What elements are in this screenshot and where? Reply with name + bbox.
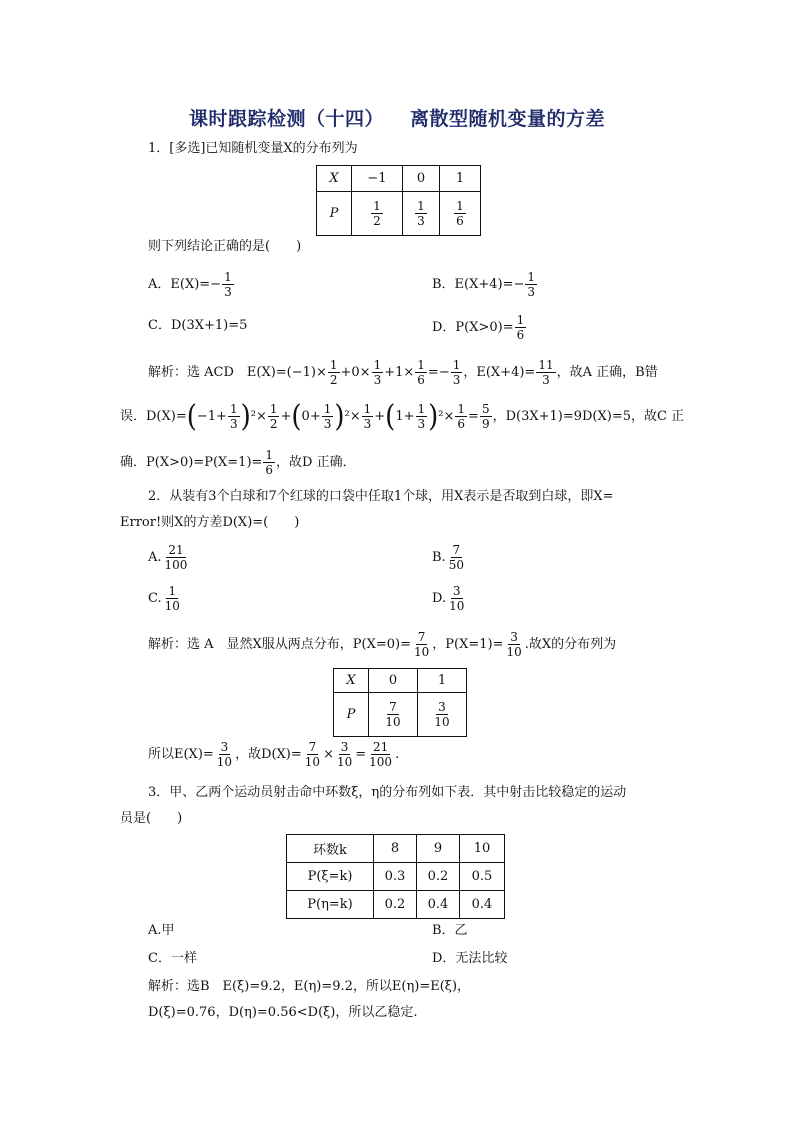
q1-table-cell: $\frac{1}{6}$	[440, 192, 481, 236]
title-part2: 离散型随机变量的方差	[410, 108, 606, 130]
q1-distribution-table	[316, 165, 481, 236]
q3-stem-line1: 3．甲、乙两个运动员射击命中环数ξ，η的分布列如下表．其中射击比较稳定的运动	[148, 785, 627, 800]
q1-table-cell: −1	[352, 166, 403, 192]
q3-stem-line2: 员是( )	[120, 811, 183, 826]
q2-distribution-table	[333, 668, 467, 737]
q2-option-b: B. $\frac{7}{50}$	[432, 543, 464, 572]
q2-table-cell: $\frac{7}{10}$	[369, 693, 418, 737]
q3-table-cell: 环数k	[287, 835, 374, 863]
page-title	[0, 104, 794, 131]
q1-stem: 1．[多选]已知随机变量X的分布列为	[148, 141, 358, 156]
q3-table-cell: 8	[374, 835, 417, 863]
q3-solution-line1: 解析：选B E(ξ)=9.2，E(η)=9.2，所以E(η)=E(ξ)，	[148, 979, 471, 994]
q1-option-d: D．P(X>0)= $\frac{1}{6}$	[432, 313, 525, 342]
q1-table-cell: $\frac{1}{2}$	[352, 192, 403, 236]
q3-option-c: C．一样	[148, 951, 197, 966]
q2-table-cell: 0	[369, 669, 418, 693]
q3-option-a: A.甲	[148, 923, 175, 938]
q3-table-cell: 9	[417, 835, 460, 863]
q2-table-cell: X	[334, 669, 369, 693]
q3-table-cell: 0.2	[417, 863, 460, 891]
q3-table-cell: 0.4	[417, 891, 460, 919]
q3-table-cell: 0.4	[460, 891, 505, 919]
q2-stem-line1: 2．从装有3个白球和7个红球的口袋中任取1个球，用X表示是否取到白球，即X=	[148, 489, 614, 504]
q2-option-d: D. $\frac{3}{10}$	[432, 584, 465, 613]
q3-option-b: B．乙	[432, 923, 468, 938]
q2-option-c: C. $\frac{1}{10}$	[148, 584, 180, 613]
q2-table-cell: 1	[418, 669, 467, 693]
q3-table-cell: P(ξ=k)	[287, 863, 374, 891]
q1-solution-line1: 解析：选 ACD E(X)=(−1)× $\frac{1}{2}$ +0× $\frac{1}{3}$ +1× $\frac{1}{6}$ =− $\frac{1}{3}$ ，E(X+4)= $\frac{11}{3}$ ，故A 正确，B错	[148, 358, 658, 387]
q3-table-cell: P(η=k)	[287, 891, 374, 919]
q2-solution: 解析：选 A 显然X服从两点分布，P(X=0)= $\frac{7}{10}$ ，P(X=1)= $\frac{3}{10}$ .故X的分布列为	[148, 630, 617, 659]
q1-table-cell: X	[317, 166, 352, 192]
q3-table-cell: 0.3	[374, 863, 417, 891]
q3-table-cell: 0.2	[374, 891, 417, 919]
q2-stem-line2: Error!则X的方差D(X)=( )	[120, 515, 300, 530]
q1-option-a: A．E(X)=− $\frac{1}{3}$	[148, 270, 232, 299]
q3-table-cell: 0.5	[460, 863, 505, 891]
q1-prompt: 则下列结论正确的是( )	[148, 239, 302, 254]
title-part1: 课时跟踪检测（十四）	[188, 108, 384, 130]
q2-option-a: A. $\frac{21}{100}$	[148, 543, 188, 572]
q1-solution-line3: 确．P(X>0)=P(X=1)= $\frac{1}{6}$ ，故D 正确．	[120, 448, 356, 477]
q3-solution-line2: D(ξ)=0.76，D(η)=0.56<D(ξ)，所以乙稳定.	[148, 1005, 418, 1020]
q1-solution-line2: 误．D(X)=(−1+ $\frac{1}{3}$ )²× $\frac{1}{2}$ +(0+ $\frac{1}{3}$ )²× $\frac{1}{3}$ +(1+ $\frac{1}{3}$ )²× $\frac{1}{6}$ = $\frac{5}{9}$ ，D(3X+1)=9D(X)=5，故C 正	[120, 399, 685, 434]
q1-table-cell: 1	[440, 166, 481, 192]
q1-option-c: C．D(3X+1)=5	[148, 318, 248, 333]
q2-final: 所以E(X)= $\frac{3}{10}$ ，故D(X)= $\frac{7}{10}$ × $\frac{3}{10}$ = $\frac{21}{100}$ .	[148, 740, 400, 769]
q3-option-d: D．无法比较	[432, 951, 508, 966]
q2-table-cell: P	[334, 693, 369, 737]
q3-table-cell: 10	[460, 835, 505, 863]
q1-table-cell: 0	[403, 166, 440, 192]
q3-distribution-table	[286, 834, 505, 919]
q1-table-cell: $\frac{1}{3}$	[403, 192, 440, 236]
q1-table-cell: P	[317, 192, 352, 236]
q2-table-cell: $\frac{3}{10}$	[418, 693, 467, 737]
q1-option-b: B．E(X+4)=− $\frac{1}{3}$	[432, 270, 536, 299]
